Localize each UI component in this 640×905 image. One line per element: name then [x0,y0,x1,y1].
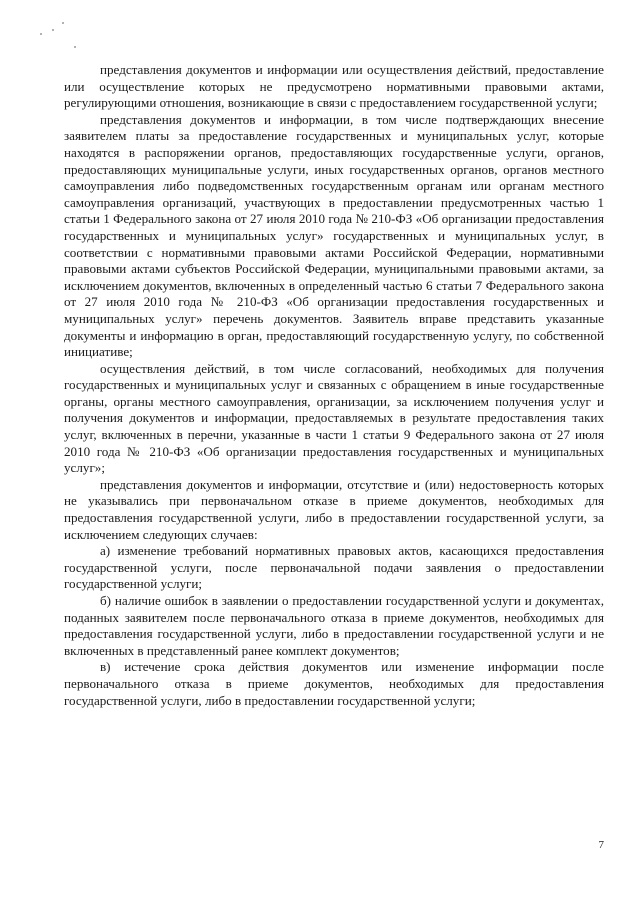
paragraph-2: представления документов и информации, в том числе подтверждающих внесение заявителем платы за предоставление государственных и муниципальных услуг, которые находятся в распоряжении органов, предоставляющих государственные услуги, органов, предоставляющих муниципальные услуги, иных государственных органов, органов местного самоуправления либо подведомственных государственным органам или органам местного самоуправления организаций, участвующих в предоставлении предусмотренных частью 1 статьи 1 Федерального закона от 27 июля 2010 года № 210-ФЗ «Об организации предоставления государственных и муниципальных услуг» государственных и муниципальных услуг, в соответствии с нормативными правовыми актами Российской Федерации, нормативными правовыми актами субъектов Российской Федерации, муниципальными правовыми актами, за исключением документов, включенных в определенный частью 6 статьи 7 Федерального закона от 27 июля 2010 года № 210-ФЗ «Об организации предоставления государственных и муниципальных услуг» перечень документов. Заявитель вправе представить указанные документы и информацию в орган, предоставляющий государственную услугу, по собственной инициативе; [64,111,604,360]
scan-speck [74,46,76,48]
paragraph-3: осуществления действий, в том числе согласований, необходимых для получения государственных и муниципальных услуг и связанных с обращением в иные государственные органы, органы местного самоуправления, организации, за исключением получения услуг и получения документов и информации, предоставляемых в результате предоставления таких услуг, включенных в перечни, указанные в части 1 статьи 9 Федерального закона от 27 июля 2010 года № 210-ФЗ «Об организации предоставления государственных и муниципальных услуг»; [64,360,604,476]
scan-speck [62,22,64,24]
scan-speck [40,33,42,35]
paragraph-item-v: в) истечение срока действия документов или изменение информации после первоначального отказа в приеме документов, необходимых для предоставления государственной услуги, либо в предоставлении государственной услуги; [64,659,604,708]
paragraph-1: представления документов и информации или осуществления действий, предоставление или осуществление которых не предусмотрено нормативными правовыми актами, регулирующими отношения, возникающие в связи с предоставлением государственной услуги; [64,62,604,111]
paragraph-4: представления документов и информации, отсутствие и (или) недостоверность которых не указывались при первоначальном отказе в приеме документов, необходимых для предоставления государственной услуги, либо в предоставлении государственной услуги, за исключением следующих случаев: [64,476,604,542]
paragraph-item-a: а) изменение требований нормативных правовых актов, касающихся предоставления государственной услуги, после первоначальной подачи заявления о предоставлении государственной услуги; [64,543,604,592]
scan-speck [52,29,54,31]
paragraph-item-b: б) наличие ошибок в заявлении о предоставлении государственной услуги и документах, поданных заявителем после первоначального отказа в приеме документов, необходимых для предоставления государственной услуги, либо в предоставлении государственной услуги и не включенных в представленный ранее комплект документов; [64,593,604,658]
page-number: 7 [598,839,604,851]
